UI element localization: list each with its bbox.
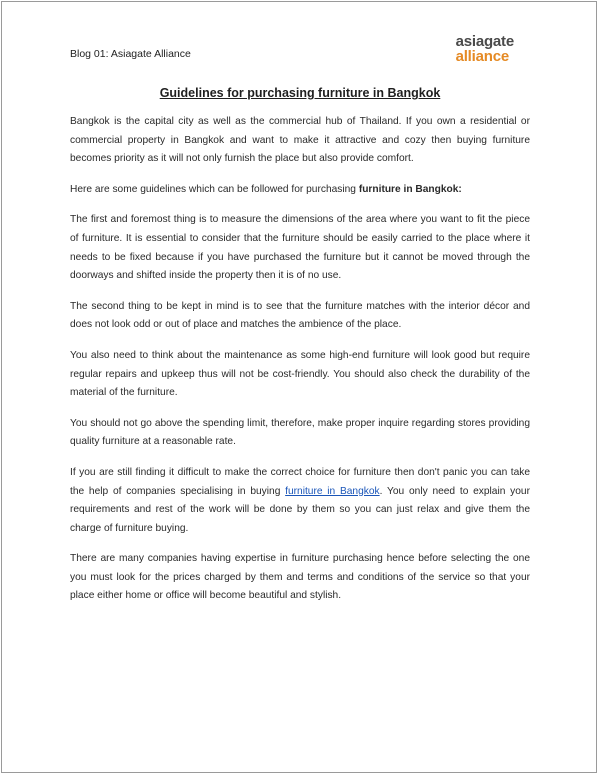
paragraph-guidelines-intro bbox=[70, 181, 530, 200]
paragraph-conclusion: There are many companies having expertise in furniture purchasing hence before selecting the one you must look for the prices charged by them and terms and conditions of the service so that your place either home or office will become beautiful and stylish. bbox=[70, 553, 530, 602]
blog-label: Blog 01: Asiagate Alliance bbox=[70, 48, 191, 60]
paragraph-dimensions: The first and foremost thing is to measure the dimensions of the area where you want to fit the piece of furniture. It is essential to consider that the furniture should be easily carried to the place where it needs to be fixed because if you have purchased the furniture but it cannot be moved through the doorways and shifted inside the property then it is of no use. bbox=[70, 214, 530, 282]
guidelines-intro-bold: furniture in Bangkok: bbox=[358, 183, 462, 195]
asiagate-alliance-logo bbox=[456, 34, 514, 64]
document-title: Guidelines for purchasing furniture in Bangkok bbox=[159, 86, 441, 100]
document-body bbox=[70, 113, 530, 606]
furniture-bangkok-link[interactable]: furniture in Bangkok bbox=[285, 485, 380, 497]
logo-text-bottom: alliance bbox=[455, 48, 509, 65]
paragraph-maintenance: You also need to think about the maintenance as some high-end furniture will look good but require regular repairs and upkeep thus will not be cost-friendly. You should also check the durability of the material of the furniture. bbox=[70, 349, 530, 399]
companies-text-end: . You only need to explain your requirements and rest of the work will be done by them so you can just relax and give them the charge of furniture buying. bbox=[70, 485, 530, 534]
paragraph-budget: You should not go above the spending limit, therefore, make proper inquire regarding stores providing quality furniture at a reasonable rate. bbox=[70, 417, 530, 448]
logo-text-top: asiagate bbox=[455, 33, 514, 50]
guidelines-intro-text: Here are some guidelines which can be followed for purchasing bbox=[70, 183, 359, 195]
paragraph-intro: Bangkok is the capital city as well as the commercial hub of Thailand. If you own a residential or commercial property in Bangkok and want to make it attractive and cozy then buying furniture becomes priority as it will not only furnish the place but also provide comfort. bbox=[70, 116, 530, 165]
paragraph-decor: The second thing to be kept in mind is to see that the furniture matches with the interior décor and does not look odd or out of place and matches the ambience of the place. bbox=[70, 300, 530, 331]
companies-text-start: If you are still finding it difficult to make the correct choice for furniture then don't panic you can take the help of companies specialising in buying bbox=[70, 466, 530, 497]
paragraph-companies bbox=[70, 464, 530, 538]
page-header bbox=[70, 34, 530, 66]
